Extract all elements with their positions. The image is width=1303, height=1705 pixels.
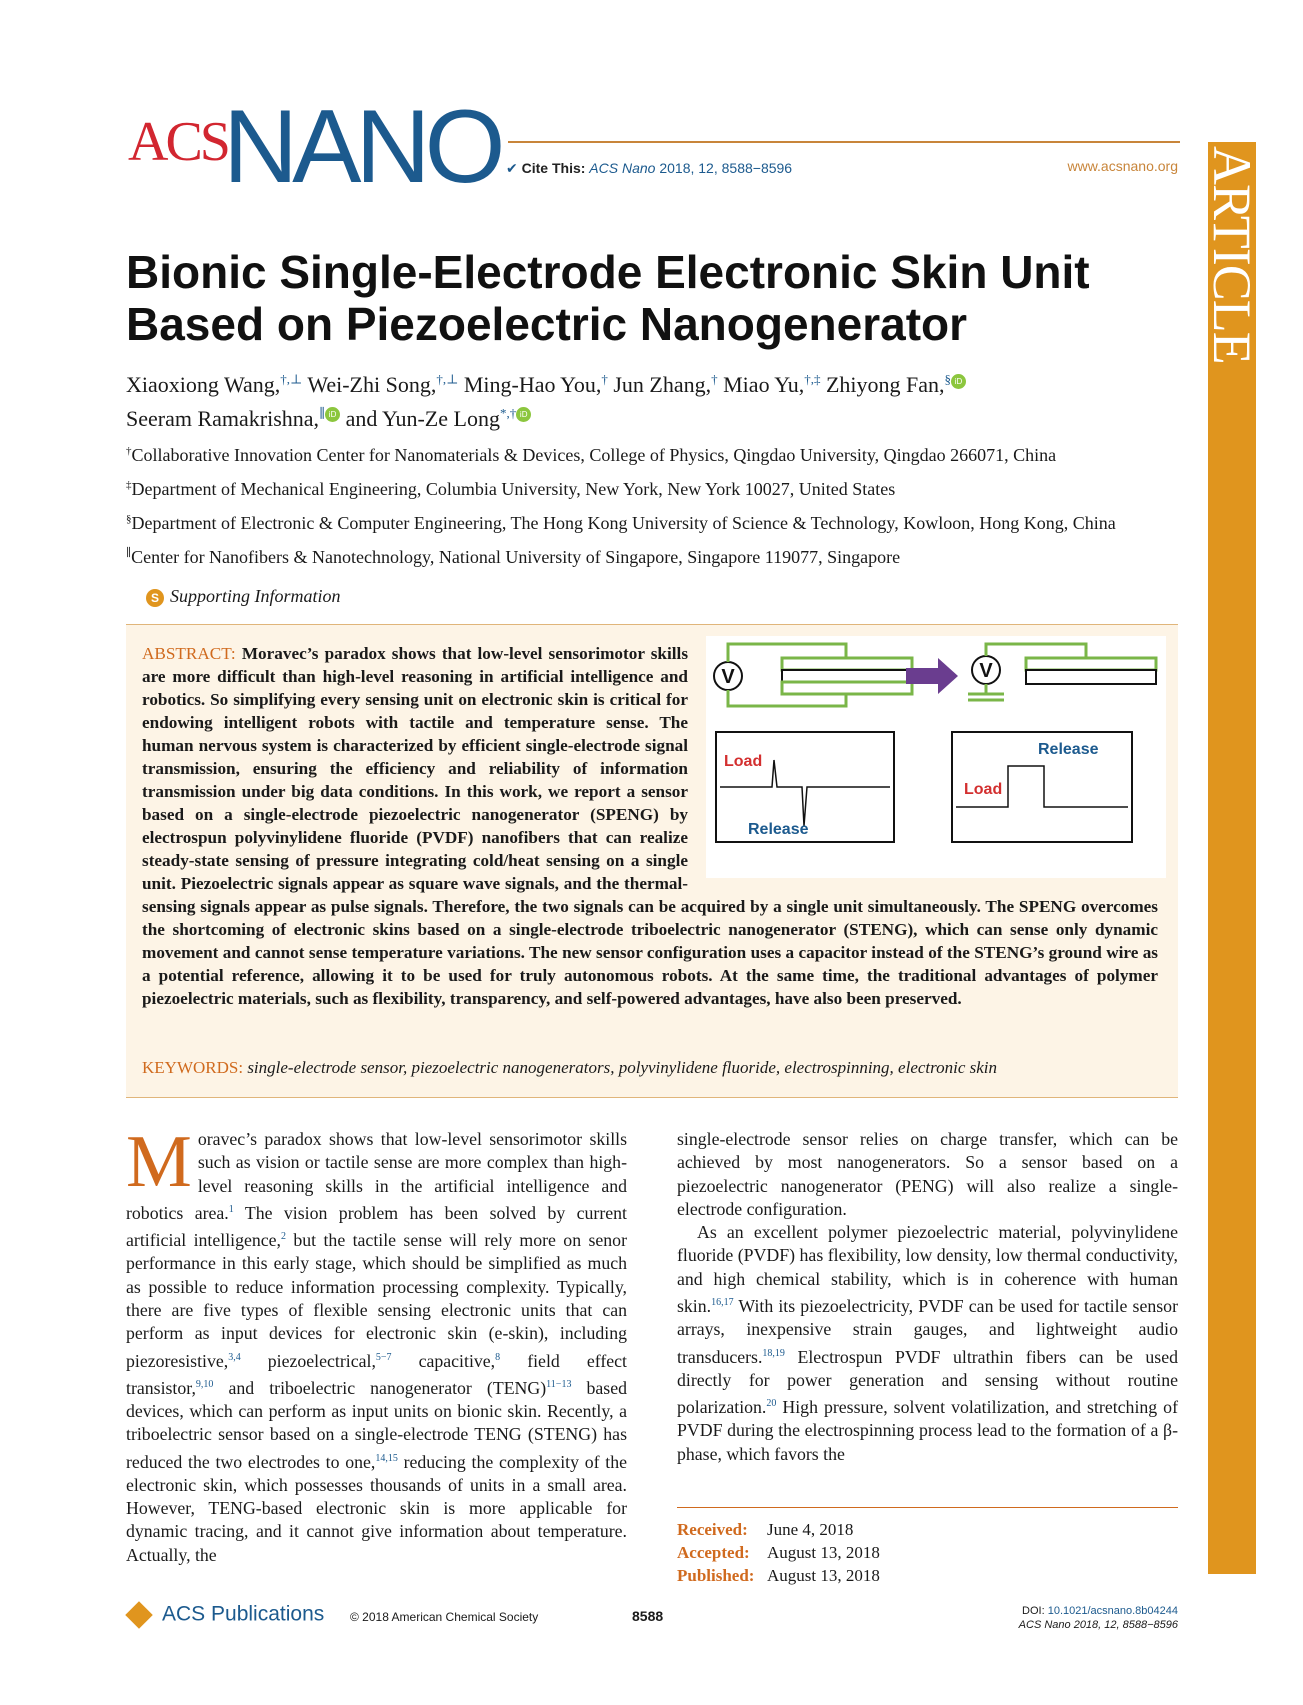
abstract-box xyxy=(126,624,1178,1098)
copyright: © 2018 American Chemical Society xyxy=(350,1610,539,1624)
citation-link[interactable]: 5−7 xyxy=(375,1351,392,1363)
acs-publications-logo[interactable]: ACS Publications xyxy=(126,1602,324,1628)
affiliations xyxy=(126,440,1186,576)
affiliation-4: ∥Center for Nanofibers & Nanotechnology, National University of Singapore, Singapore 119077, Singapore xyxy=(126,547,901,567)
citation-link[interactable]: 8 xyxy=(495,1351,501,1363)
body-column-left xyxy=(126,1121,627,1567)
supporting-info-icon: S xyxy=(146,589,164,607)
voltmeter-left-label: V xyxy=(721,666,735,688)
cite-check-icon: ✔ xyxy=(506,160,518,176)
pulse-load-label: Load xyxy=(724,753,763,770)
acs-logo-icon xyxy=(125,1601,153,1629)
citation-link[interactable]: 14,15 xyxy=(375,1452,398,1464)
author-list xyxy=(126,366,1186,433)
electrode-bottom-left xyxy=(782,682,912,694)
voltmeter-right-label: V xyxy=(979,660,993,682)
body-paragraph: As an excellent polymer piezoelectric material, polyvinylidene fluoride (PVDF) has flexibility, low density, low thermal conductivity, and high chemical stability, which is in coherence with human skin.$^{16,17}$ With its piezoelectricity, PVDF can be used for tactile sensor arrays, inexpensive strain gauges, and lightweight audio transducers.$^{18,19}$ Electrospun PVDF ultrathin fibers can be used directly for power generation and sensing without routine polarization.$^{20}$ High pressure, solvent volatilization, and stretching of PVDF during the electrospinning process lead to the formation of a β-phase, which favors the xyxy=(677,1222,1178,1464)
author-6[interactable]: Zhiyong Fan,§ iD xyxy=(826,372,966,397)
circuit-wire-top-right xyxy=(986,644,1086,658)
author-8[interactable]: and Yun-Ze Long*,† iD xyxy=(346,406,532,431)
pvdf-layer-left xyxy=(782,670,912,682)
journal-logo-acs: ACS xyxy=(128,111,228,173)
received-date: June 4, 2018 xyxy=(767,1520,854,1539)
header-rule xyxy=(508,141,1180,143)
toc-graphic xyxy=(706,636,1166,878)
body-paragraph: Moravec’s paradox shows that low-level sensorimotor skills such as vision or tactile sense are more complex than high-level reasoning skills in the artificial intelligence and robotics area.$^1$ The vision problem has been solved by current artificial intelligence,$^2$ but the tactile sense will rely more on senor performance in this early stage, which should be simplified as much as possible to reduce information processing complexity. Typically, there are five types of flexible sensing electronic units that can perform as input devices for electronic skin (e-skin), including piezoresistive,$^{3,4}$ piezoelectrical,$^{5-7}$ capacitive,$^8$ field effect transistor,$^{9,10}$ and triboelectric nanogenerator (TENG)$^{11-13}$ based devices, which can perform as input units on bionic skin. Recently, a triboelectric sensor based on a single-electrode TENG (STENG) has reduced the two electrodes to one,$^{14,15}$ reducing the complexity of the electronic skin, which possesses thousands of units in a small area. However, TENG-based electronic skin is more applicable for dynamic tracing, and it cannot give information about temperature. Actually, the xyxy=(126,1121,627,1565)
cite-volume-pages[interactable]: 2018, 12, 8588−8596 xyxy=(659,160,793,176)
orcid-icon[interactable]: iD xyxy=(325,407,340,422)
page-number: 8588 xyxy=(632,1608,664,1624)
dates-rule xyxy=(677,1507,1178,1508)
keywords xyxy=(142,1058,997,1078)
supporting-info-label: Supporting Information xyxy=(170,586,341,606)
journal-logo-nano: NANO xyxy=(223,89,500,205)
publication-dates xyxy=(677,1518,880,1587)
citation-link[interactable]: 20 xyxy=(766,1398,777,1410)
affiliation-2: ‡Department of Mechanical Engineering, Columbia University, New York, New York 10027, United States xyxy=(126,479,896,499)
orcid-icon[interactable]: iD xyxy=(951,374,966,389)
electrode-top-left xyxy=(782,658,912,670)
citation-link[interactable]: 18,19 xyxy=(762,1347,785,1359)
published-date: August 13, 2018 xyxy=(767,1566,880,1585)
body-paragraph: single-electrode sensor relies on charge transfer, which can be achieved by most nanogenerators. So a sensor based on a piezoelectric nanogenerator (PENG) will also realize a single-electrode configuration. xyxy=(677,1129,1178,1219)
author-5[interactable]: Miao Yu,†,‡ xyxy=(723,372,821,398)
affiliation-1: †Collaborative Innovation Center for Nanomaterials & Devices, College of Physics, Qingdao University, Qingdao 266071, China xyxy=(126,445,1057,465)
author-3[interactable]: Ming-Hao You,† xyxy=(463,372,608,398)
article-section-label: ARTICLE xyxy=(1202,146,1262,364)
doi-block: DOI: 10.1021/acsnano.8b04244 ACS Nano 2018, 12, 8588−8596 xyxy=(1018,1605,1178,1631)
footer-citation: ACS Nano 2018, 12, 8588−8596 xyxy=(1018,1619,1178,1631)
square-load-label: Load xyxy=(964,781,1003,798)
author-4[interactable]: Jun Zhang,† xyxy=(613,372,718,398)
orcid-icon[interactable]: iD xyxy=(516,407,531,422)
abstract xyxy=(142,642,1158,1010)
keywords-label: KEYWORDS: xyxy=(142,1058,244,1077)
journal-website-link[interactable]: www.acsnano.org xyxy=(1067,158,1178,174)
citation-link[interactable]: 11−13 xyxy=(546,1378,572,1390)
citation-link[interactable]: 2 xyxy=(281,1231,286,1243)
article-title: Bionic Single-Electrode Electronic Skin Unit Based on Piezoelectric Nanogenerator xyxy=(126,246,1090,350)
page-footer xyxy=(126,1600,1178,1640)
author-7[interactable]: Seeram Ramakrishna,∥ iD xyxy=(126,406,340,431)
square-release-label: Release xyxy=(1038,741,1099,758)
citation-link[interactable]: 3,4 xyxy=(228,1351,241,1363)
affiliation-3: §Department of Electronic & Computer Engineering, The Hong Kong University of Science & Technology, Kowloon, Hong Kong, China xyxy=(126,513,1116,533)
abstract-text: Moravec’s paradox shows that low-level sensorimotor skills are more difficult than high-level reasoning in artificial intelligence and robotics. So simplifying every sensing unit on electronic skin is critical for endowing intelligent robots with tactile and temperature sense. The human nervous system is characterized by efficient single-electrode signal transmission, ensuring the efficiency and reliability of information transmission under big data conditions. In this work, we report a sensor based on a single-electrode piezoelectric nanogenerator (SPENG) by electrospun polyvinylidene fluoride (PVDF) nanofibers that can realize steady-state sensing of pressure integrating cold/heat sensing on a single unit. Piezoelectric signals appear as square wave signals, and the thermal-sensing signals appear as pulse signals. Therefore, the two signals can be acquired by a single unit simultaneously. The SPENG overcomes the shortcoming of electronic skins based on a single-electrode triboelectric nanogenerator (STENG), which can sense only dynamic movement and cannot sense temperature variations. The new sensor configuration uses a capacitor instead of the STENG’s ground wire as a potential reference, allowing it to be used for truly autonomous robots. At the same time, the traditional advantages of polymer piezoelectric materials, such as flexibility, transparency, and self-powered advantages, have also been preserved. xyxy=(142,644,1158,1008)
journal-masthead xyxy=(128,89,1178,205)
accepted-label: Accepted: xyxy=(677,1543,750,1562)
pulse-release-label: Release xyxy=(748,821,809,838)
drop-cap: M xyxy=(126,1121,192,1203)
author-1[interactable]: Xiaoxiong Wang,†,⊥ xyxy=(126,372,303,398)
doi-link[interactable]: 10.1021/acsnano.8b04244 xyxy=(1047,1605,1178,1617)
accepted-date: August 13, 2018 xyxy=(767,1543,880,1562)
citation-link[interactable]: 16,17 xyxy=(711,1297,734,1309)
cite-label: Cite This: xyxy=(521,160,586,176)
transition-arrow-icon xyxy=(906,658,958,694)
body-column-right xyxy=(677,1128,1178,1466)
citation-link[interactable]: 9,10 xyxy=(195,1378,214,1390)
published-label: Published: xyxy=(677,1566,755,1585)
cite-this-line[interactable] xyxy=(506,160,792,177)
keywords-list: single-electrode sensor, piezoelectric nanogenerators, polyvinylidene fluoride, electrospinning, electronic skin xyxy=(247,1058,998,1077)
toc-graphic-svg xyxy=(706,636,1166,878)
pvdf-layer-right xyxy=(1026,670,1156,684)
received-label: Received: xyxy=(677,1520,748,1539)
author-2[interactable]: Wei-Zhi Song,†,⊥ xyxy=(307,372,459,398)
abstract-label: ABSTRACT: xyxy=(142,644,236,663)
supporting-information-link[interactable] xyxy=(146,586,341,607)
electrode-top-right xyxy=(1026,658,1156,670)
cite-journal[interactable]: ACS Nano xyxy=(589,160,656,176)
citation-link[interactable]: 1 xyxy=(228,1203,234,1215)
